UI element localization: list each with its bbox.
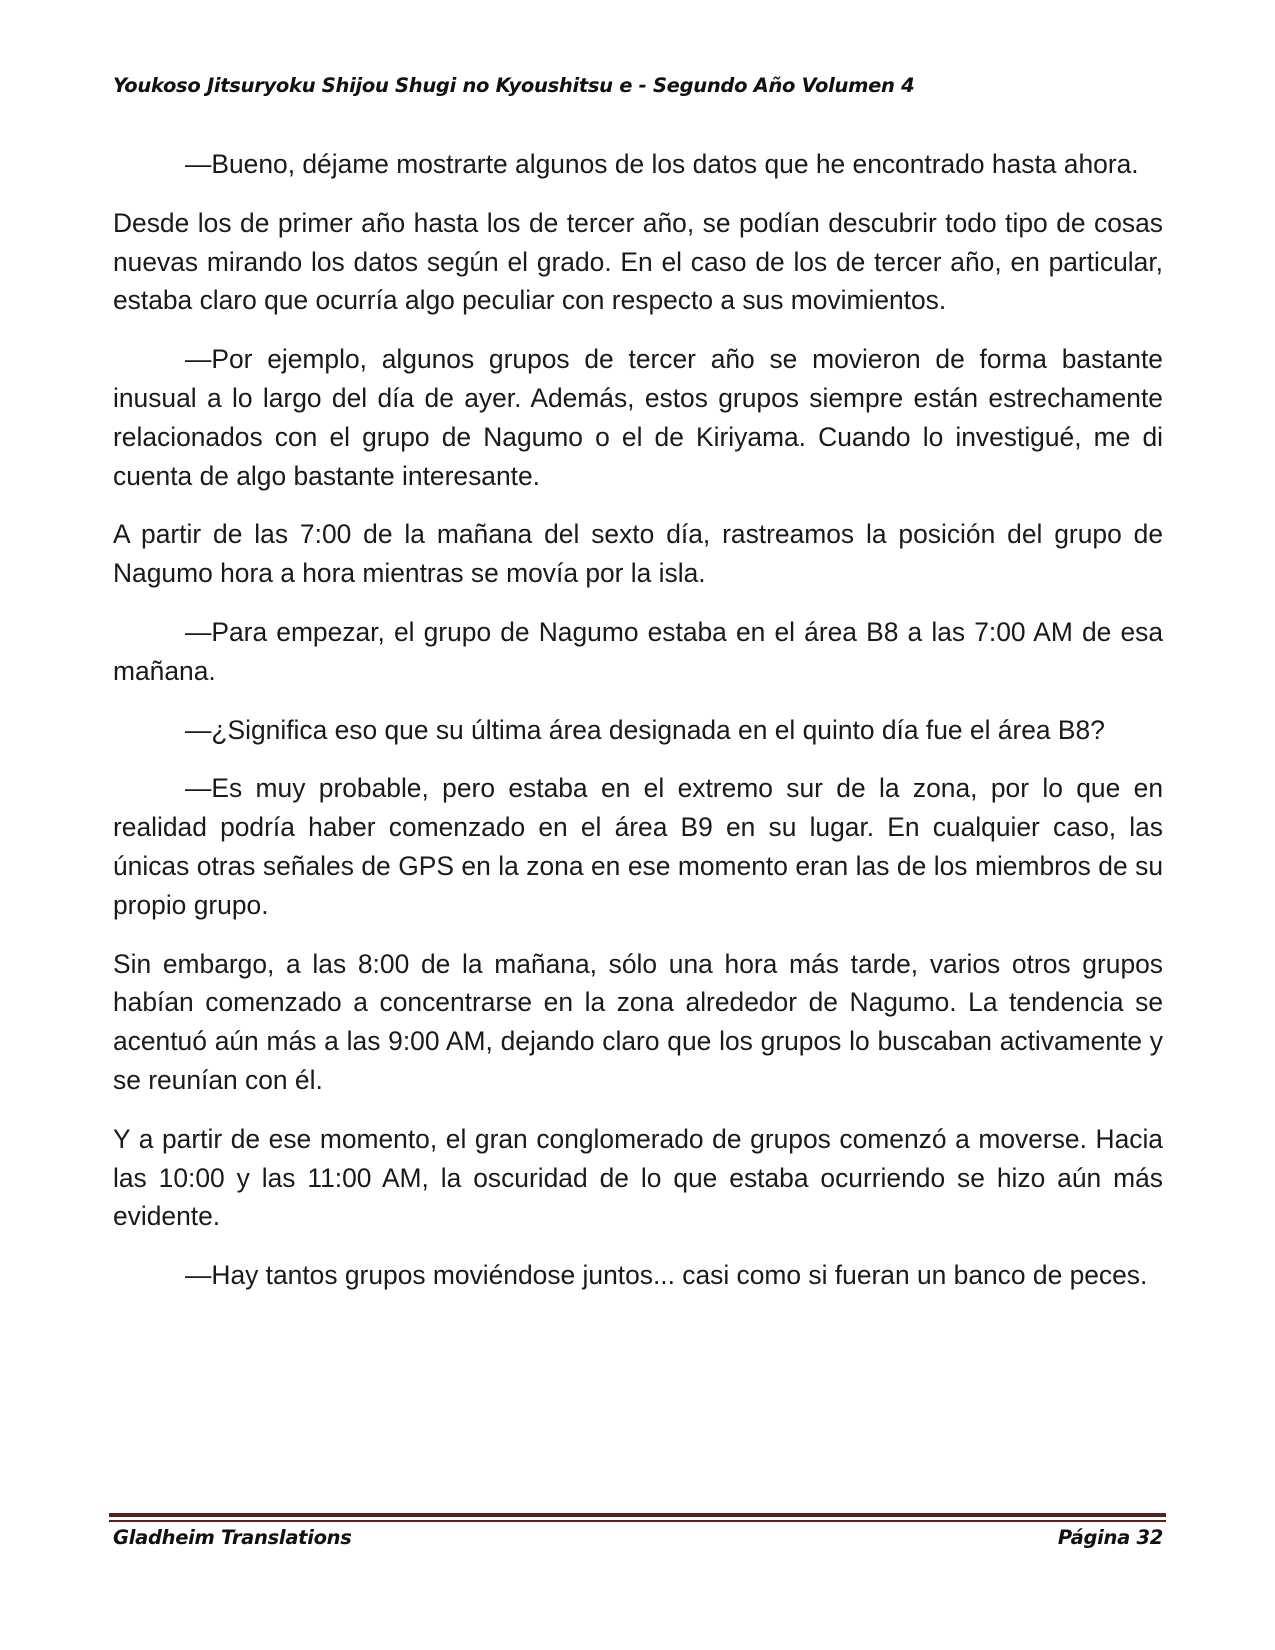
- footer-divider-thin: [109, 1520, 1166, 1522]
- paragraph-7: —Es muy probable, pero estaba en el extremo sur de la zona, por lo que en realidad podría haber comenzado en el área B9 en su lugar. En cualquier caso, las únicas otras señales de GPS en la zona en ese momento eran las de los miembros de su propio grupo.: [113, 773, 1163, 920]
- paragraph-5: —Para empezar, el grupo de Nagumo estaba en el área B8 a las 7:00 AM de esa mañana.: [113, 616, 1163, 686]
- paragraph-6: —¿Significa eso que su última área designada en el quinto día fue el área B8?: [185, 714, 1105, 745]
- running-header: Youkoso Jitsuryoku Shijou Shugi no Kyoushitsu e - Segundo Año Volumen 4: [113, 74, 915, 97]
- paragraph-8: Sin embargo, a las 8:00 de la mañana, sólo una hora más tarde, varios otros grupos habían comenzado a concentrarse en la zona alrededor de Nagumo. La tendencia se acentuó aún más a las 9:00 AM, dejando claro que los grupos lo buscaban activamente y se reunían con él.: [113, 948, 1163, 1095]
- paragraph-1: —Bueno, déjame mostrarte algunos de los datos que he encontrado hasta ahora.: [185, 149, 1139, 179]
- footer-divider: [109, 1513, 1166, 1522]
- paragraph-10: —Hay tantos grupos moviéndose juntos... casi como si fueran un banco de peces.: [185, 1260, 1148, 1291]
- footer-page-number: Página 32: [1057, 1526, 1163, 1549]
- paragraph-4: A partir de las 7:00 de la mañana del sexto día, rastreamos la posición del grupo de Nagumo hora a hora mientras se movía por la isla.: [113, 519, 1163, 589]
- footer-publisher: Gladheim Translations: [113, 1526, 352, 1549]
- paragraph-9: Y a partir de ese momento, el gran conglomerado de grupos comenzó a moverse. Hacia las 10:00 y las 11:00 AM, la oscuridad de lo que estaba ocurriendo se hizo aún más evidente.: [113, 1123, 1163, 1232]
- paragraph-3: —Por ejemplo, algunos grupos de tercer año se movieron de forma bastante inusual a lo largo del día de ayer. Además, estos grupos siempre están estrechamente relacionados con el grupo de Nagumo o el de Kiriyama. Cuando lo investigué, me di cuenta de algo bastante interesante.: [113, 344, 1163, 491]
- paragraph-2: Desde los de primer año hasta los de tercer año, se podían descubrir todo tipo de cosas nuevas mirando los datos según el grado. En el caso de los de tercer año, en particular, estaba claro que ocurría algo peculiar con respecto a sus movimientos.: [113, 207, 1163, 316]
- running-footer: [113, 1526, 1163, 1549]
- page-body: [113, 145, 1163, 1315]
- footer-divider-thick: [109, 1513, 1166, 1517]
